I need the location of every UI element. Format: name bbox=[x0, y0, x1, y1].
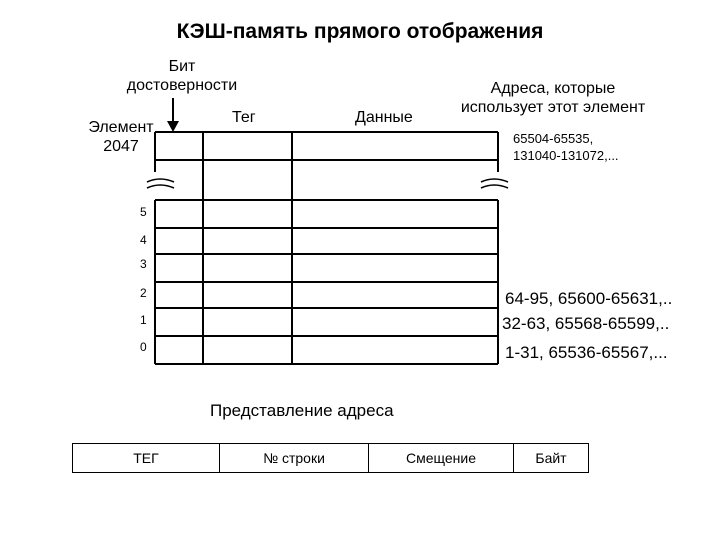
tag-field: ТЕГ bbox=[73, 444, 220, 473]
tag-column-label: Тег bbox=[232, 109, 256, 126]
row-number-5: 5 bbox=[140, 205, 147, 219]
row-0-addresses: 1-31, 65536-65567,... bbox=[505, 343, 668, 362]
row-number-1: 1 bbox=[140, 313, 147, 327]
cache-rows-block bbox=[155, 200, 498, 364]
element-2047-addresses: 65504-65535, 131040-131072,... bbox=[513, 131, 619, 163]
row-2-addresses: 64-95, 65600-65631,.. bbox=[505, 289, 673, 308]
cache-row-2047 bbox=[155, 132, 498, 200]
valid-bit-arrow bbox=[167, 98, 179, 132]
break-mark-left bbox=[147, 179, 174, 188]
byte-field: Байт bbox=[514, 444, 589, 473]
row-number-2: 2 bbox=[140, 286, 147, 300]
row-number-3: 3 bbox=[140, 257, 147, 271]
line-number-field: № строки bbox=[220, 444, 369, 473]
break-mark-right bbox=[481, 179, 508, 188]
row-1-addresses: 32-63, 65568-65599,.. bbox=[502, 314, 670, 333]
element-2047-label: Элемент 2047 bbox=[88, 119, 154, 155]
offset-field: Смещение bbox=[369, 444, 514, 473]
address-format-table bbox=[72, 443, 589, 473]
page-title: КЭШ-память прямого отображения bbox=[176, 20, 544, 43]
row-number-0: 0 bbox=[140, 340, 147, 354]
addresses-label: Адреса, которые использует этот элемент bbox=[460, 80, 646, 116]
valid-bit-label: Бит достоверности bbox=[126, 58, 238, 94]
address-format-title: Представление адреса bbox=[210, 401, 394, 420]
data-column-label: Данные bbox=[355, 109, 413, 126]
row-number-4: 4 bbox=[140, 233, 147, 247]
